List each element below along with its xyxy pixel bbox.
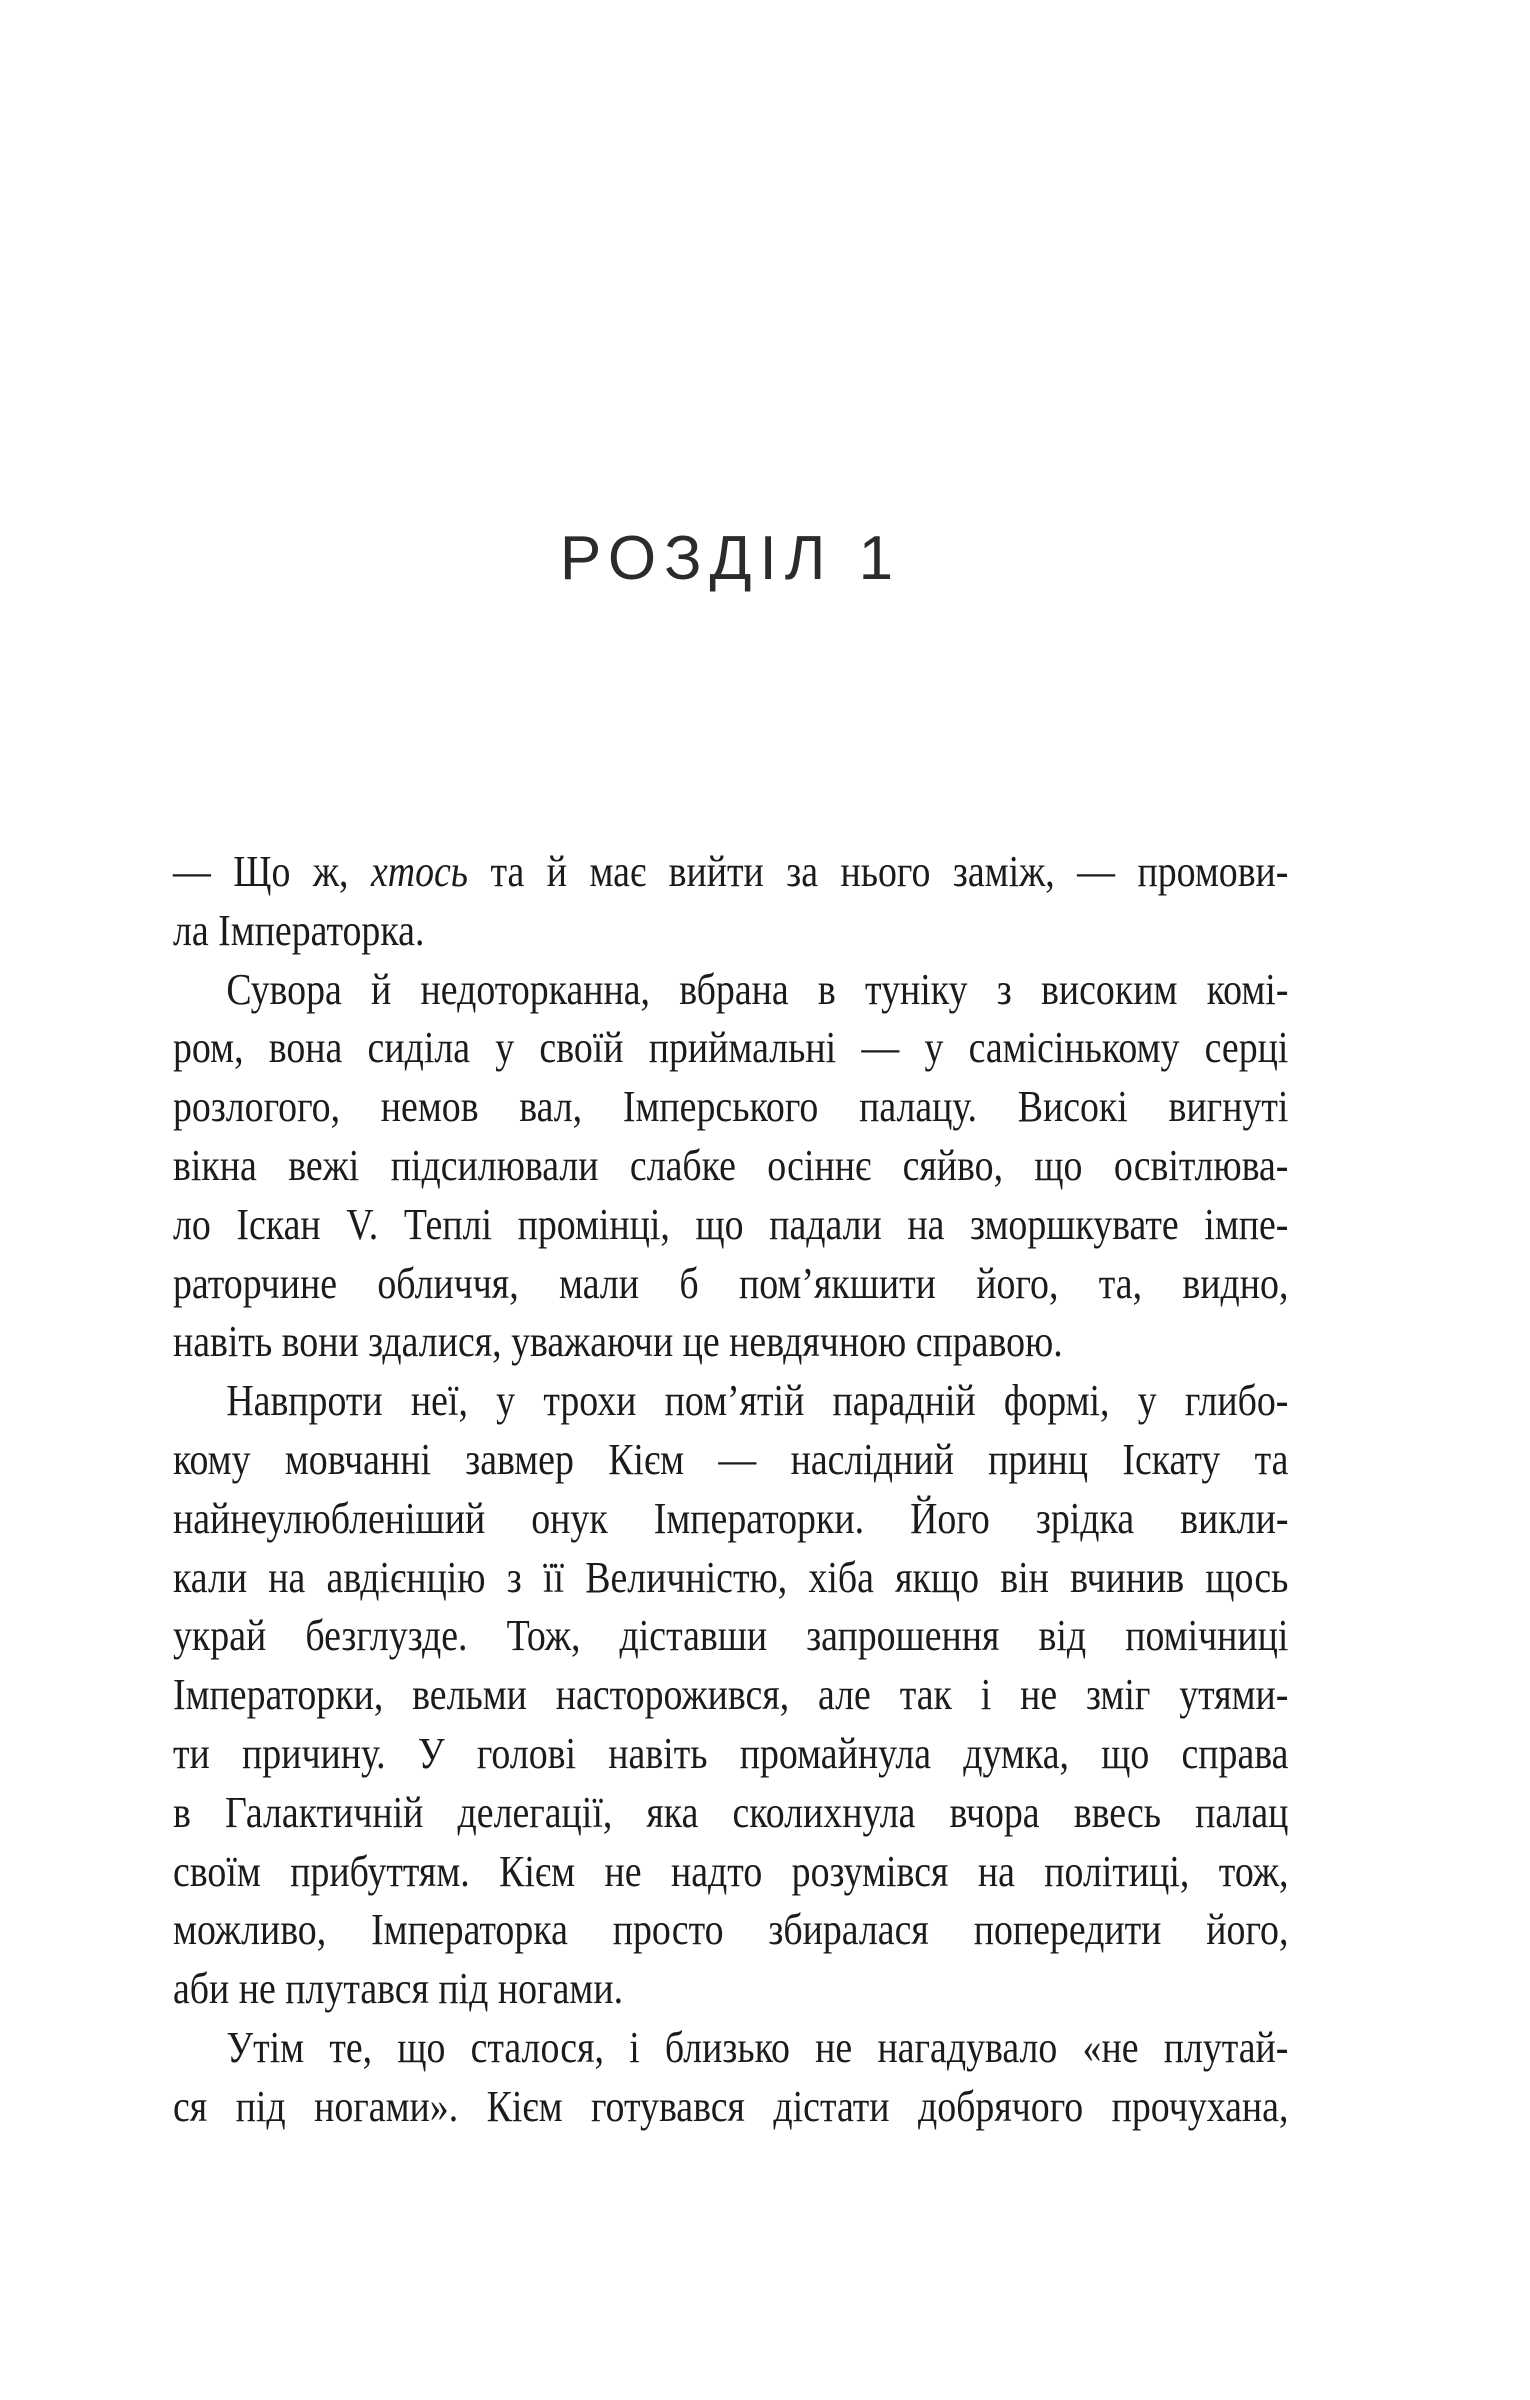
text-line: ла Імператорка. xyxy=(173,905,425,955)
text-line: в Галактичній делегації, яка сколихнула вчора ввесь палац xyxy=(173,1787,1289,1837)
text-line: аби не плутався під ногами. xyxy=(173,1964,624,2014)
text-line: можливо, Імператорка просто збиралася попередити його, xyxy=(173,1905,1289,1955)
text-line xyxy=(173,843,1288,902)
italic-word: хтось xyxy=(370,847,469,896)
text-segment: та й має вийти за нього заміж, — промови- xyxy=(468,847,1289,896)
text-line: найнеулюбленіший онук Імператорки. Його зрідка викли- xyxy=(173,1493,1289,1543)
text-line: Утім те, що сталося, і близько не нагадувало «не плутай- xyxy=(226,2022,1289,2072)
text-line: украй безглузде. Тож, діставши запрошення від помічниці xyxy=(173,1611,1289,1661)
text-line: навіть вони здалися, уважаючи це невдячною справою. xyxy=(173,1317,1063,1367)
chapter-title: РОЗДІЛ 1 xyxy=(559,524,902,593)
text-line: ти причину. У голові навіть промайнула думка, що справа xyxy=(173,1728,1289,1778)
text-line: Навпроти неї, у трохи пом’ятій парадній формі, у глибо- xyxy=(226,1376,1289,1426)
text-line: раторчине обличчя, мали б пом’якшити його, та, видно, xyxy=(173,1258,1289,1308)
text-line: розлогого, немов вал, Імперського палацу. Високі вигнуті xyxy=(173,1082,1289,1132)
text-segment: — Що ж, xyxy=(173,847,371,896)
text-line: вікна вежі підсилювали слабке осіннє сяйво, що освітлюва- xyxy=(173,1140,1289,1190)
text-line: ло Іскан V. Теплі промінці, що падали на зморшкувате імпе- xyxy=(173,1199,1289,1249)
text-line: своїм прибуттям. Кієм не надто розумівся на політиці, тож, xyxy=(173,1846,1289,1896)
text-line: кали на авдієнцію з її Величністю, хіба якщо він вчинив щось xyxy=(173,1552,1289,1602)
text-line: Імператорки, вельми насторожився, але так і не зміг утями- xyxy=(173,1670,1289,1720)
text-line: кому мовчанні завмер Кієм — наслідний принц Іскату та xyxy=(173,1434,1289,1484)
text-line: ся під ногами». Кієм готувався дістати добрячого прочухана, xyxy=(173,2081,1289,2131)
text-line: Сувора й недоторканна, вбрана в туніку з високим комі- xyxy=(226,964,1289,1014)
page-text xyxy=(173,843,1288,2137)
text-line: ром, вона сиділа у своїй приймальні — у самісінькому серці xyxy=(173,1023,1289,1073)
